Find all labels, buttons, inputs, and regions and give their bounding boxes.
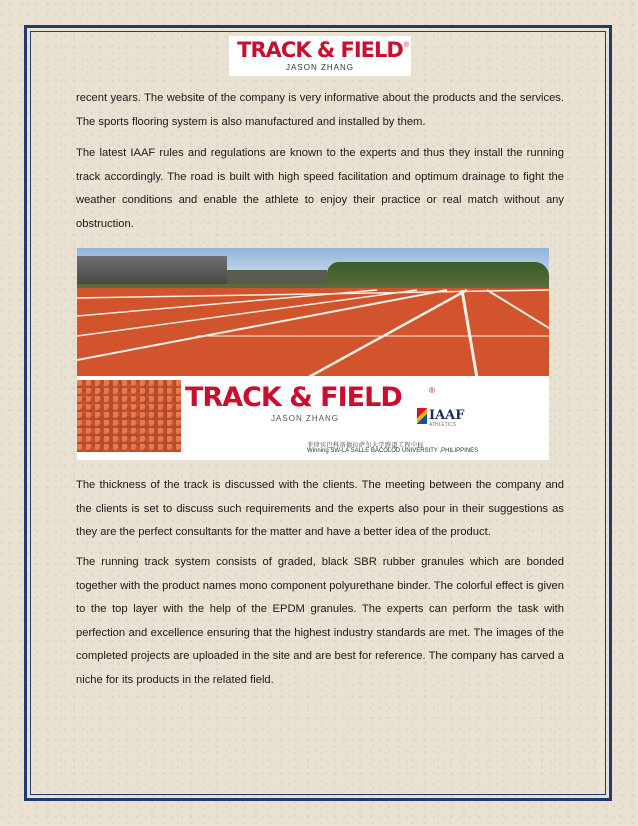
paragraph-4: The running track system consists of graded, black SBR rubber granules which are bonded together with the product names mono component polyurethane binder. The colorful effect is given to the top layer with the help of the EPDM granules. The experts can perform the task with perfection and excellence ensuring that the highest industry standards are met. The images of the completed projects are uploaded in the site and are best for reference. The company has carved a niche for its products in the related field. <box>76 556 564 686</box>
iaaf-logo-text: IAAF <box>429 408 465 423</box>
logo-title: TRACK & FIELD <box>237 38 403 62</box>
paragraph-3: The thickness of the track is discussed with the clients. The meeting between the company and the clients is set to discuss such requirements and the experts also pour in their suggestions as they are the perfect consultants for the matter and have a better idea of the product. <box>76 479 564 538</box>
english-caption: Winning SW-LA SALLE BACOLOD UNIVERSITY ,PHILIPPINES <box>307 448 479 454</box>
chinese-caption: 菲律宾巴科洛德拉萨尔大学跑道工程中标 <box>307 443 425 449</box>
iaaf-logo-icon <box>417 408 427 424</box>
track-field-logo <box>229 36 411 76</box>
logo-subtitle: JASON ZHANG <box>286 63 354 72</box>
rubber-granules-image <box>77 380 181 452</box>
iaaf-logo-subtitle: ATHLETICS <box>429 422 457 428</box>
banner-subtitle: JASON ZHANG <box>271 414 339 423</box>
track-photo <box>77 248 549 460</box>
paragraph-1: recent years. The website of the company is very informative about the products and the services. The sports flooring system is also manufactured and installed by them. <box>76 92 564 128</box>
banner-registered-mark: ® <box>429 386 435 395</box>
paragraph-2: The latest IAAF rules and regulations are known to the experts and thus they install the running track accordingly. The road is built with high speed facilitation and optimum drainage to fight the weather conditions and enable the athlete to enjoy their practice or real match without any obstruction. <box>76 147 564 230</box>
photo-running-track <box>77 288 549 378</box>
banner-title: TRACK & FIELD <box>185 382 402 413</box>
logo-registered-mark: ® <box>403 42 409 49</box>
